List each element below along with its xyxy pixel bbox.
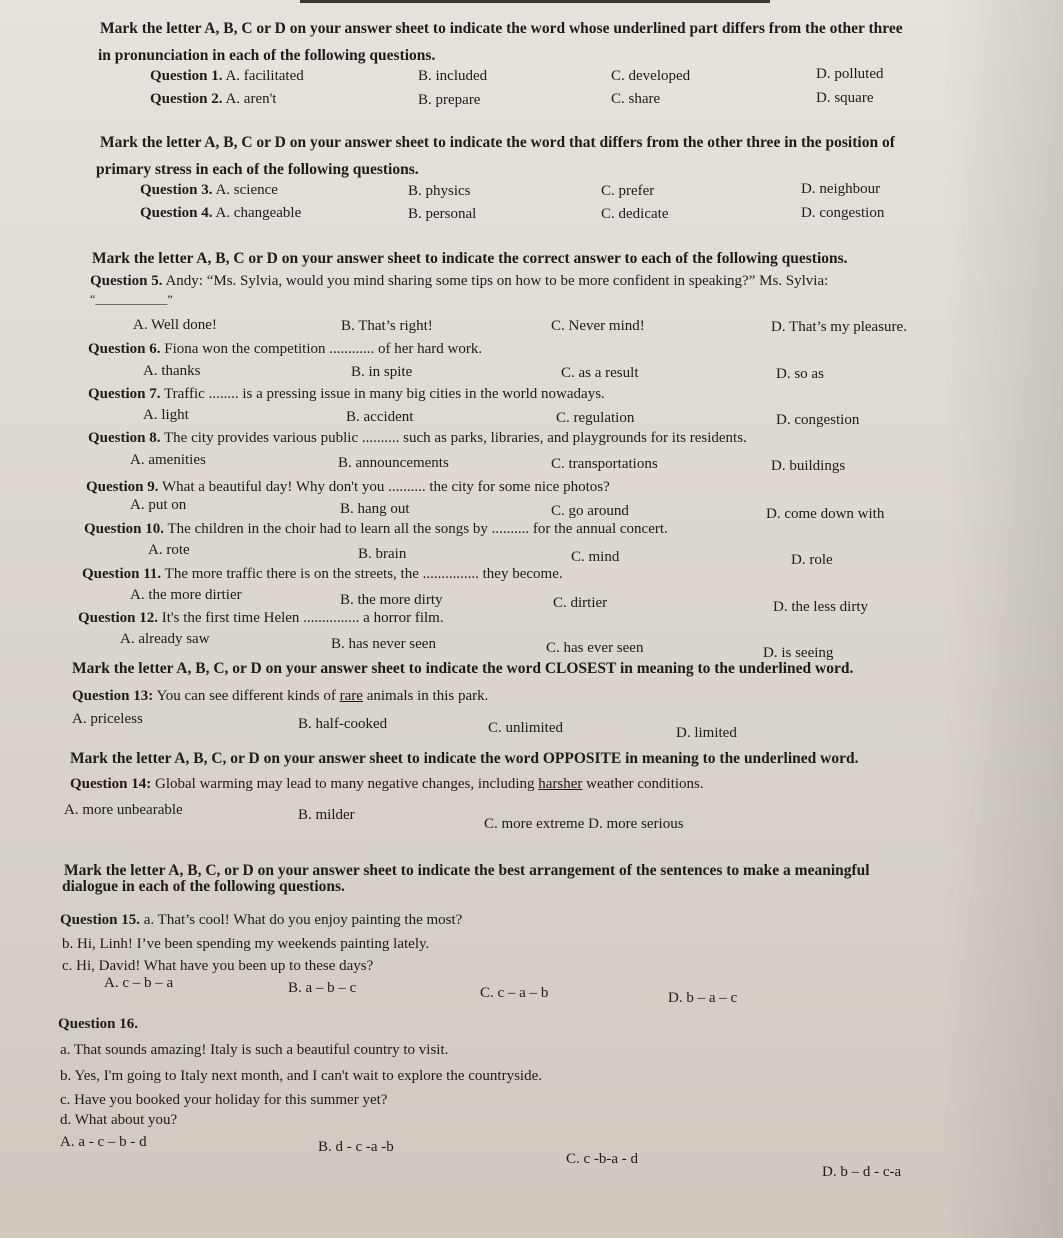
q10-option-d: D. role <box>791 552 833 568</box>
question-label: Question 13: <box>72 688 154 704</box>
q8-option-b: B. announcements <box>338 455 449 471</box>
q16-line-a: a. That sounds amazing! Italy is such a beautiful country to visit. <box>60 1042 449 1058</box>
q8-option-c: C. transportations <box>551 456 658 472</box>
question-text: What a beautiful day! Why don't you .......... the city for some nice photos? <box>162 479 610 495</box>
option-a: A. aren't <box>225 91 277 107</box>
q13-option-a: A. priceless <box>72 711 143 727</box>
question-text-pre: You can see different kinds of <box>156 688 340 704</box>
question-label: Question 8. <box>88 430 161 446</box>
question-label: Question 12. <box>78 610 159 626</box>
instruction-stress-1: Mark the letter A, B, C or D on your answer sheet to indicate the word that differs from the other three in the position of <box>100 134 895 151</box>
question-10 <box>84 521 668 538</box>
q15-option-a: A. c – b – a <box>104 975 174 991</box>
question-text: Traffic ........ is a pressing issue in many big cities in the world nowadays. <box>164 386 605 402</box>
question-16-label: Question 16. <box>58 1016 139 1032</box>
question-label: Question 3. <box>140 182 213 198</box>
instruction-opposite: Mark the letter A, B, C, or D on your answer sheet to indicate the word OPPOSITE in meaning to the underlined word. <box>70 750 859 767</box>
question-14 <box>70 776 704 793</box>
instruction-stress-2: primary stress in each of the following questions. <box>96 161 419 178</box>
q4-option-b: B. personal <box>408 206 477 222</box>
q7-option-a: A. light <box>143 407 189 423</box>
question-label: Question 2. <box>150 91 223 107</box>
q11-option-d: D. the less dirty <box>773 599 868 615</box>
q3-option-c: C. prefer <box>601 183 655 199</box>
question-6 <box>88 341 482 358</box>
question-label: Question 4. <box>140 205 213 221</box>
instruction-pronunciation-2: in pronunciation in each of the following questions. <box>98 47 436 64</box>
q5-option-c: C. Never mind! <box>551 318 645 334</box>
question-text-pre: Global warming may lead to many negative changes, including <box>155 776 539 792</box>
question-13 <box>72 688 488 705</box>
q6-option-c: C. as a result <box>561 365 639 381</box>
q6-option-d: D. so as <box>776 366 824 382</box>
q9-option-d: D. come down with <box>766 506 885 522</box>
question-label: Question 6. <box>88 341 161 357</box>
q3-option-d: D. neighbour <box>801 181 881 197</box>
q14-option-b: B. milder <box>298 807 355 823</box>
question-label: Question 11. <box>82 566 162 582</box>
question-text: It's the first time Helen ............... a horror film. <box>161 610 444 626</box>
question-label: Question 9. <box>86 479 159 495</box>
q2-option-d: D. square <box>816 90 874 106</box>
q5-option-b: B. That’s right! <box>341 318 433 334</box>
q16-line-c: c. Have you booked your holiday for this summer yet? <box>60 1092 388 1108</box>
q12-option-c: C. has ever seen <box>546 640 644 656</box>
q1-option-b: B. included <box>418 68 488 84</box>
underlined-word: harsher <box>538 776 583 792</box>
q1-option-d: D. polluted <box>816 66 884 82</box>
q16-option-a: A. a - c – b - d <box>60 1134 147 1150</box>
question-label: Question 5. <box>90 273 163 289</box>
question-1 <box>150 68 304 85</box>
q15-option-d: D. b – a – c <box>668 990 738 1006</box>
q12-option-b: B. has never seen <box>331 636 436 652</box>
q16-line-b: b. Yes, I'm going to Italy next month, and I can't wait to explore the countryside. <box>60 1068 542 1084</box>
question-label: Question 10. <box>84 521 165 537</box>
q5-option-a: A. Well done! <box>133 317 217 333</box>
q4-option-d: D. congestion <box>801 205 885 221</box>
q13-option-c: C. unlimited <box>488 720 563 736</box>
instruction-arrangement-1: Mark the letter A, B, C, or D on your answer sheet to indicate the best arrangement of the sentences to make a meaningful <box>64 862 870 879</box>
question-9 <box>86 479 610 496</box>
question-5 <box>90 273 828 290</box>
q15-line-b: b. Hi, Linh! I’ve been spending my weekends painting lately. <box>62 936 430 952</box>
q5-blank: “____________” <box>90 292 173 306</box>
q16-option-d: D. b – d - c-a <box>822 1164 902 1180</box>
question-text: Fiona won the competition ............ of her hard work. <box>164 341 483 357</box>
question-15 <box>60 912 462 929</box>
q16-line-d: d. What about you? <box>60 1112 178 1128</box>
question-11 <box>82 566 563 583</box>
instruction-arrangement-2: dialogue in each of the following questions. <box>62 878 345 895</box>
underlined-word: rare <box>339 688 363 704</box>
question-7 <box>88 386 605 403</box>
q6-option-b: B. in spite <box>351 364 413 380</box>
q8-option-a: A. amenities <box>130 452 206 468</box>
question-4 <box>140 205 301 222</box>
q11-option-a: A. the more dirtier <box>130 587 242 603</box>
q6-option-a: A. thanks <box>143 363 201 379</box>
q14-option-a: A. more unbearable <box>64 802 183 818</box>
instruction-pronunciation-1: Mark the letter A, B, C or D on your answer sheet to indicate the word whose underlined part differs from the other three <box>100 20 903 37</box>
question-text: The city provides various public .......... such as parks, libraries, and playgrounds for its residents. <box>164 430 747 446</box>
q13-option-b: B. half-cooked <box>298 716 388 732</box>
line-a: a. That’s cool! What do you enjoy painting the most? <box>143 912 463 928</box>
q15-option-c: C. c – a – b <box>480 985 549 1001</box>
question-text-post: animals in this park. <box>362 688 489 704</box>
q3-option-b: B. physics <box>408 183 471 199</box>
q9-option-a: A. put on <box>130 497 187 513</box>
question-label: Question 14: <box>70 776 152 792</box>
q16-option-c: C. c -b-a - d <box>566 1151 639 1167</box>
option-a: A. changeable <box>215 205 302 221</box>
q16-option-b: B. d - c -a -b <box>318 1139 394 1155</box>
q10-option-a: A. rote <box>148 542 190 558</box>
q7-option-c: C. regulation <box>556 410 635 426</box>
question-text: The more traffic there is on the streets, the ............... they become. <box>164 566 563 582</box>
q7-option-b: B. accident <box>346 409 414 425</box>
q15-line-c: c. Hi, David! What have you been up to these days? <box>62 958 374 974</box>
question-3 <box>140 182 278 199</box>
instruction-correct: Mark the letter A, B, C or D on your answer sheet to indicate the correct answer to each of the following questions. <box>92 250 848 267</box>
q2-option-b: B. prepare <box>418 92 481 108</box>
q11-option-c: C. dirtier <box>553 595 608 611</box>
q10-option-b: B. brain <box>358 546 407 562</box>
q8-option-d: D. buildings <box>771 458 846 474</box>
q12-option-d: D. is seeing <box>763 645 834 661</box>
q2-option-c: C. share <box>611 91 661 107</box>
q9-option-c: C. go around <box>551 503 629 519</box>
question-text: The children in the choir had to learn all the songs by .......... for the annual concert. <box>167 521 668 537</box>
q7-option-d: D. congestion <box>776 412 860 428</box>
q11-option-b: B. the more dirty <box>340 592 443 608</box>
question-text-post: weather conditions. <box>582 776 704 792</box>
top-rule <box>300 0 770 3</box>
q9-option-b: B. hang out <box>340 501 410 517</box>
question-12 <box>78 610 444 627</box>
q13-option-d: D. limited <box>676 725 737 741</box>
q12-option-a: A. already saw <box>120 631 210 647</box>
q14-option-c-d: C. more extreme D. more serious <box>484 816 684 832</box>
q10-option-c: C. mind <box>571 549 620 565</box>
q5-option-d: D. That’s my pleasure. <box>771 319 907 335</box>
q1-option-c: C. developed <box>611 68 691 84</box>
page-shadow <box>943 0 1063 1238</box>
option-a: A. facilitated <box>225 68 304 84</box>
question-label: Question 7. <box>88 386 161 402</box>
instruction-closest: Mark the letter A, B, C, or D on your answer sheet to indicate the word CLOSEST in meaning to the underlined word. <box>72 660 854 677</box>
question-label: Question 1. <box>150 68 223 84</box>
option-a: A. science <box>215 182 278 198</box>
question-label: Question 15. <box>60 912 141 928</box>
q4-option-c: C. dedicate <box>601 206 669 222</box>
question-text: Andy: “Ms. Sylvia, would you mind sharing some tips on how to be more confident in speaking?” Ms. Sylvia: <box>165 273 829 289</box>
q15-option-b: B. a – b – c <box>288 980 357 996</box>
question-2 <box>150 91 276 108</box>
question-8 <box>88 430 747 447</box>
